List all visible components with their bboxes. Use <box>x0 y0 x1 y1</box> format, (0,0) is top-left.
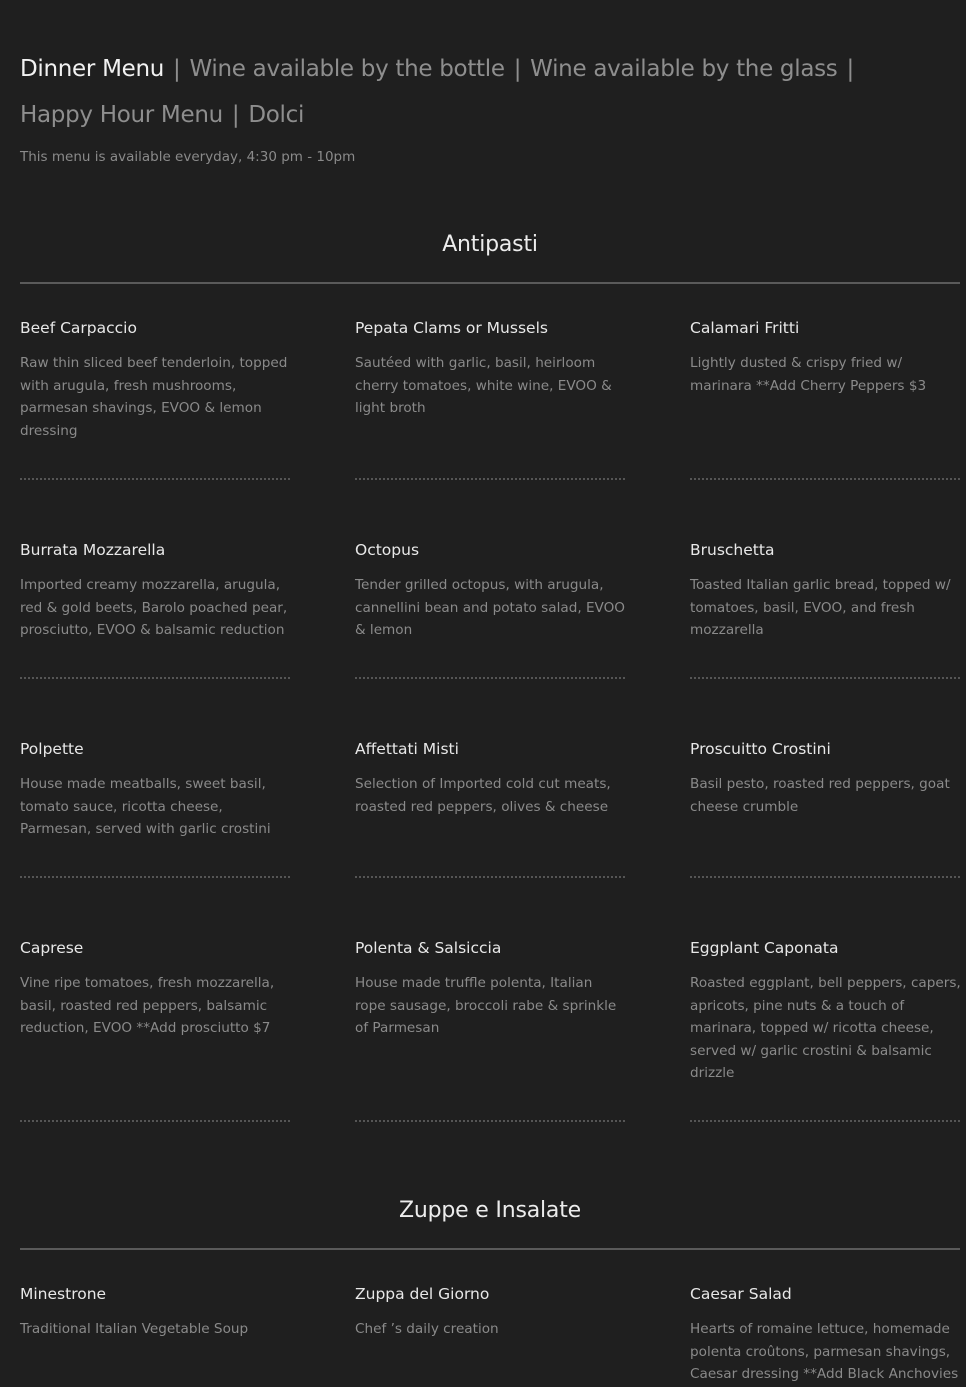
nav-separator: | <box>173 56 181 82</box>
menu-nav <box>20 46 950 138</box>
menu-item-description: Chef ’s daily creation <box>355 1321 499 1337</box>
section-divider <box>20 1248 960 1250</box>
nav-separator: | <box>513 56 522 82</box>
item-dotted-divider <box>20 478 290 480</box>
menu-item-description: Basil pesto, roasted red peppers, goat cheese crumble <box>690 776 950 815</box>
nav-link-dinner-menu[interactable]: Dinner Menu <box>20 56 165 82</box>
menu-item-name: Zuppa del Giorno <box>355 1285 490 1303</box>
menu-item <box>20 1284 292 1341</box>
menu-item-name: Calamari Fritti <box>690 319 800 337</box>
menu-item-name: Beef Carpaccio <box>20 319 137 337</box>
menu-item <box>355 318 627 420</box>
item-dotted-divider <box>690 478 960 480</box>
menu-item-description: Toasted Italian garlic bread, topped w/ tomatoes, basil, EVOO, and fresh mozzarella <box>690 577 951 638</box>
menu-item-description: Traditional Italian Vegetable Soup <box>20 1321 249 1337</box>
menu-item <box>20 540 292 642</box>
menu-item-name: Polpette <box>20 740 84 758</box>
menu-item-name: Burrata Mozzarella <box>20 541 166 559</box>
menu-item <box>690 1284 962 1386</box>
item-dotted-divider <box>20 677 290 679</box>
item-dotted-divider <box>690 1120 960 1122</box>
menu-item-name: Pepata Clams or Mussels <box>355 319 548 337</box>
section-title-zuppe-e-insalate: Zuppe e Insalate <box>399 1198 581 1223</box>
menu-item-description: Imported creamy mozzarella, arugula, red & gold beets, Barolo poached pear, prosciutto, EVOO & balsamic reduction <box>20 577 288 638</box>
item-dotted-divider <box>355 876 625 878</box>
menu-item-name: Polenta & Salsiccia <box>355 939 502 957</box>
nav-separator: | <box>231 102 240 128</box>
menu-item <box>690 739 962 818</box>
item-dotted-divider <box>20 1120 290 1122</box>
menu-item <box>355 739 627 818</box>
menu-item-description: Vine ripe tomatoes, fresh mozzarella, basil, roasted red peppers, balsamic reduction, EVOO **Add prosciutto $7 <box>20 975 275 1036</box>
menu-nav-row-2 <box>20 92 950 138</box>
section-title-antipasti: Antipasti <box>442 232 538 257</box>
menu-item-description: Tender grilled octopus, with arugula, cannellini bean and potato salad, EVOO & lemon <box>355 577 626 638</box>
menu-item-description: House made truffle polenta, Italian rope sausage, broccoli rabe & sprinkle of Parmesan <box>355 975 617 1036</box>
menu-item <box>20 318 292 442</box>
menu-item-name: Caesar Salad <box>690 1285 792 1303</box>
item-dotted-divider <box>690 876 960 878</box>
nav-link-happy-hour[interactable]: Happy Hour Menu <box>20 102 223 128</box>
menu-item <box>690 540 962 642</box>
item-dotted-divider <box>355 677 625 679</box>
menu-item <box>690 318 962 397</box>
menu-item-name: Proscuitto Crostini <box>690 740 831 758</box>
menu-item-name: Bruschetta <box>690 541 775 559</box>
menu-item-name: Minestrone <box>20 1285 107 1303</box>
menu-item <box>355 938 627 1040</box>
nav-link-wine-by-bottle[interactable]: Wine available by the bottle <box>189 56 505 82</box>
nav-link-dolci[interactable]: Dolci <box>248 102 305 128</box>
item-dotted-divider <box>355 478 625 480</box>
menu-item-name: Eggplant Caponata <box>690 939 839 957</box>
menu-item-description: Raw thin sliced beef tenderloin, topped with arugula, fresh mushrooms, parmesan shavings, EVOO & lemon dressing <box>20 355 288 439</box>
menu-item-description: Hearts of romaine lettuce, homemade polenta croûtons, parmesan shavings, Caesar dressing **Add Black Anchovies <box>690 1321 959 1382</box>
menu-item <box>20 938 292 1040</box>
item-dotted-divider <box>690 677 960 679</box>
menu-item <box>20 739 292 841</box>
menu-item-name: Caprese <box>20 939 84 957</box>
nav-separator: | <box>846 56 854 82</box>
menu-item <box>355 1284 627 1341</box>
menu-item-name: Affettati Misti <box>355 740 459 758</box>
menu-nav-row-1 <box>20 46 950 92</box>
menu-item-description: Selection of Imported cold cut meats, roasted red peppers, olives & cheese <box>355 776 611 815</box>
item-dotted-divider <box>355 1120 625 1122</box>
menu-item <box>690 938 962 1085</box>
menu-item-name: Octopus <box>355 541 420 559</box>
menu-item-description: Roasted eggplant, bell peppers, capers, apricots, pine nuts & a touch of marinara, topped w/ ricotta cheese, served w/ garlic crostini & balsamic drizzle <box>690 975 961 1081</box>
nav-link-wine-by-glass[interactable]: Wine available by the glass <box>530 56 838 82</box>
menu-item <box>355 540 627 642</box>
menu-item-description: House made meatballs, sweet basil, tomato sauce, ricotta cheese, Parmesan, served with garlic crostini <box>20 776 271 837</box>
item-dotted-divider <box>20 876 290 878</box>
menu-item-description: Sautéed with garlic, basil, heirloom cherry tomatoes, white wine, EVOO & light broth <box>355 355 612 416</box>
menu-item-description: Lightly dusted & crispy fried w/ marinara **Add Cherry Peppers $3 <box>690 355 927 394</box>
menu-availability-note: This menu is available everyday, 4:30 pm - 10pm <box>20 149 356 165</box>
section-divider <box>20 282 960 284</box>
